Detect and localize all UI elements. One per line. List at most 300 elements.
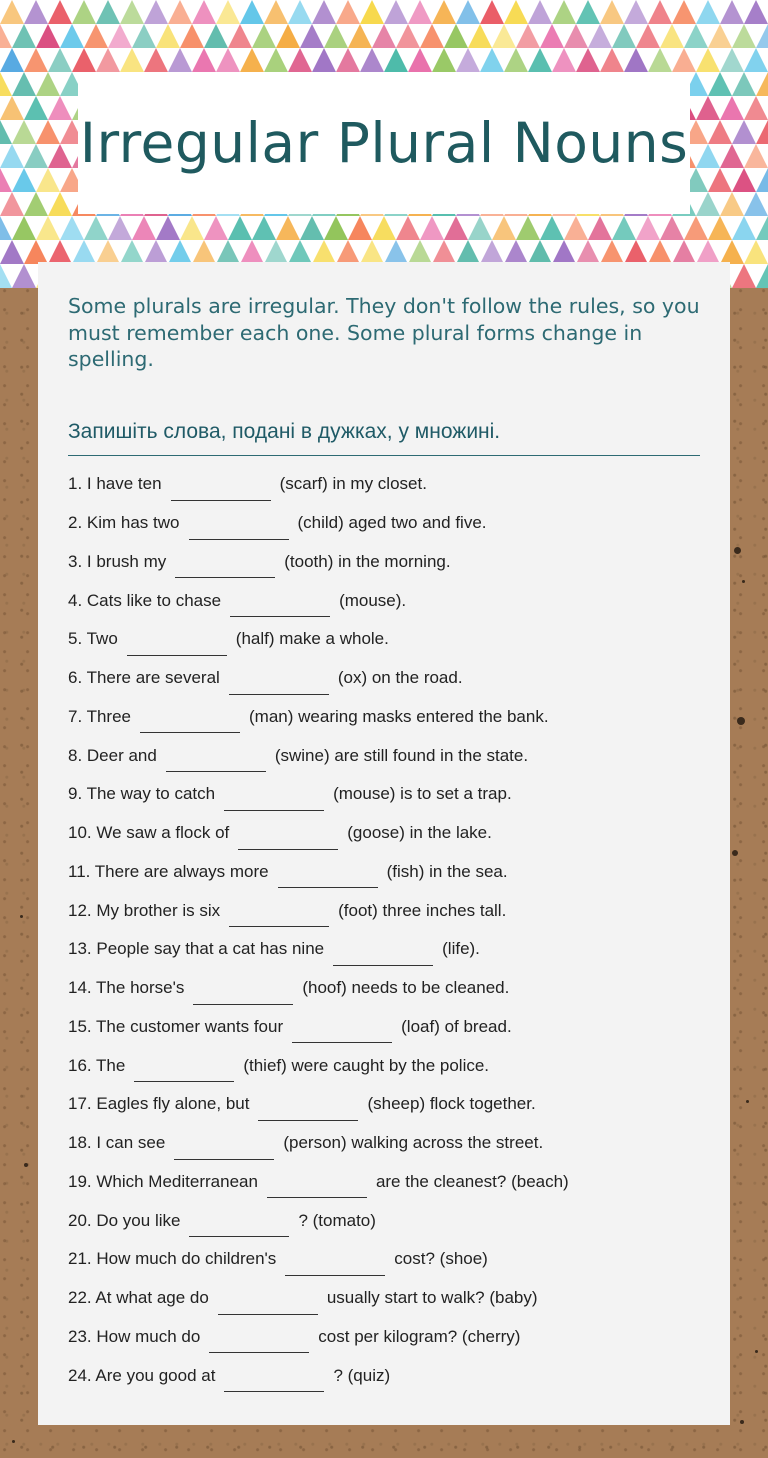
exercise-item (68, 1201, 708, 1240)
banner-triangle (12, 216, 36, 240)
banner-triangle (276, 24, 300, 48)
banner-triangle (504, 240, 528, 264)
banner-triangle (624, 48, 648, 72)
exercise-item (68, 891, 708, 930)
answer-blank[interactable] (229, 906, 329, 927)
banner-triangle (264, 0, 288, 24)
answer-blank[interactable] (134, 1061, 234, 1082)
item-hint: (goose) in the lake. (347, 823, 492, 843)
banner-triangle (696, 144, 720, 168)
item-prompt: 1. I have ten (68, 474, 162, 494)
banner-triangle (456, 240, 480, 264)
banner-triangle (132, 24, 156, 48)
banner-triangle (204, 216, 228, 240)
banner-triangle (168, 48, 192, 72)
banner-triangle (360, 240, 384, 264)
item-hint: (tooth) in the morning. (284, 551, 451, 571)
banner-triangle (492, 216, 516, 240)
banner-triangle (420, 24, 444, 48)
banner-triangle (288, 0, 312, 24)
intro-text: Some plurals are irregular. They don't follow the rules, so you must remember each one. Some plural forms change in spelling. (68, 294, 700, 371)
item-prompt: 2. Kim has two (68, 513, 180, 533)
item-prompt: 12. My brother is six (68, 900, 221, 920)
banner-triangle (696, 192, 720, 216)
banner-triangle (648, 0, 672, 24)
banner-triangle (324, 216, 348, 240)
banner-triangle (180, 24, 204, 48)
banner-triangle (480, 0, 504, 24)
banner-triangle (552, 48, 576, 72)
banner-triangle (396, 24, 420, 48)
item-hint: (person) walking across the street. (283, 1133, 544, 1153)
banner-triangle (288, 48, 312, 72)
banner-triangle (696, 96, 720, 120)
exercise-item (68, 1085, 708, 1124)
banner-triangle (468, 216, 492, 240)
banner-triangle (672, 240, 696, 264)
banner-triangle (96, 0, 120, 24)
banner-triangle (348, 216, 372, 240)
banner-triangle (756, 216, 768, 240)
banner-triangle (504, 48, 528, 72)
answer-blank[interactable] (224, 1371, 324, 1392)
banner-triangle (504, 0, 528, 24)
item-hint: (mouse) is to set a trap. (333, 784, 512, 804)
banner-triangle (732, 72, 756, 96)
banner-triangle (708, 216, 732, 240)
banner-triangle (756, 120, 768, 144)
banner-triangle (228, 24, 252, 48)
banner-triangle (0, 144, 24, 168)
page-title: Irregular Plural Nouns (79, 110, 689, 175)
banner-triangle (348, 24, 372, 48)
banner-triangle (156, 24, 180, 48)
banner-triangle (228, 216, 252, 240)
banner-triangle (60, 24, 84, 48)
banner-triangle (660, 24, 684, 48)
item-prompt: 21. How much do children's (68, 1249, 277, 1269)
banner-triangle (336, 48, 360, 72)
banner-triangle (0, 0, 24, 24)
item-hint: ? (tomato) (298, 1210, 376, 1230)
banner-triangle (744, 192, 768, 216)
banner-triangle (264, 240, 288, 264)
item-prompt: 8. Deer and (68, 745, 157, 765)
banner-triangle (708, 168, 732, 192)
banner-triangle (240, 240, 264, 264)
banner-triangle (588, 24, 612, 48)
banner-triangle (564, 216, 588, 240)
item-prompt: 7. Three (68, 706, 132, 726)
banner-triangle (108, 216, 132, 240)
answer-blank[interactable] (229, 674, 329, 695)
item-hint: (ox) on the road. (337, 668, 463, 688)
banner-triangle (0, 216, 12, 240)
banner-triangle (636, 24, 660, 48)
answer-blank[interactable] (166, 751, 266, 772)
banner-triangle (732, 264, 756, 288)
exercise-item (68, 620, 708, 659)
banner-triangle (108, 24, 132, 48)
banner-triangle (360, 48, 384, 72)
banner-triangle (168, 240, 192, 264)
banner-triangle (0, 72, 12, 96)
banner-triangle (684, 216, 708, 240)
banner-triangle (216, 0, 240, 24)
banner-triangle (84, 24, 108, 48)
answer-blank[interactable] (224, 790, 324, 811)
exercise-item (68, 1124, 708, 1163)
banner-triangle (552, 0, 576, 24)
banner-triangle (756, 264, 768, 288)
item-prompt: 11. There are always more (68, 861, 269, 881)
exercise-item (68, 543, 708, 582)
banner-triangle (192, 0, 216, 24)
banner-triangle (324, 24, 348, 48)
banner-triangle (12, 264, 36, 288)
banner-triangle (708, 120, 732, 144)
item-hint: (thief) were caught by the police. (243, 1055, 490, 1075)
item-hint: (hoof) needs to be cleaned. (302, 978, 510, 998)
exercise-item (68, 698, 708, 737)
banner-triangle (468, 24, 492, 48)
banner-triangle (660, 216, 684, 240)
banner-triangle (192, 240, 216, 264)
banner-triangle (684, 24, 708, 48)
banner-triangle (744, 240, 768, 264)
exercise-item (68, 814, 708, 853)
banner-triangle (372, 216, 396, 240)
banner-triangle (492, 24, 516, 48)
banner-triangle (528, 240, 552, 264)
banner-triangle (264, 48, 288, 72)
banner-triangle (432, 48, 456, 72)
item-hint: usually start to walk? (baby) (326, 1288, 538, 1308)
banner-triangle (48, 192, 72, 216)
banner-triangle (732, 120, 756, 144)
answer-blank[interactable] (333, 945, 433, 966)
answer-blank[interactable] (174, 1139, 274, 1160)
banner-triangle (600, 240, 624, 264)
banner-triangle (12, 72, 36, 96)
exercise-item (68, 581, 708, 620)
banner-triangle (336, 240, 360, 264)
item-prompt: 17. Eagles fly alone, but (68, 1094, 250, 1114)
exercise-item (68, 1318, 708, 1357)
banner-triangle (432, 0, 456, 24)
answer-blank[interactable] (238, 829, 338, 850)
item-hint: (loaf) of bread. (401, 1016, 512, 1036)
exercise-item (68, 465, 708, 504)
banner-triangle (24, 144, 48, 168)
banner-triangle (396, 216, 420, 240)
banner-triangle (720, 192, 744, 216)
exercise-item (68, 659, 708, 698)
item-hint: (life). (442, 939, 480, 959)
item-hint: (scarf) in my closet. (279, 474, 427, 494)
banner-triangle (48, 144, 72, 168)
banner-triangle (720, 240, 744, 264)
banner-triangle (696, 48, 720, 72)
banner-triangle (0, 120, 12, 144)
answer-blank[interactable] (209, 1332, 309, 1353)
banner-triangle (444, 24, 468, 48)
banner-triangle (732, 216, 756, 240)
banner-triangle (600, 48, 624, 72)
exercise-item (68, 504, 708, 543)
banner-triangle (216, 48, 240, 72)
banner-triangle (24, 192, 48, 216)
banner-triangle (96, 240, 120, 264)
banner-triangle (588, 216, 612, 240)
banner-triangle (240, 0, 264, 24)
item-hint: cost? (shoe) (394, 1249, 488, 1269)
banner-triangle (408, 240, 432, 264)
banner-triangle (564, 24, 588, 48)
title-box (78, 72, 690, 214)
answer-blank[interactable] (230, 596, 330, 617)
item-prompt: 9. The way to catch (68, 784, 216, 804)
banner-triangle (288, 240, 312, 264)
banner-triangle (12, 120, 36, 144)
banner-triangle (192, 48, 216, 72)
answer-blank[interactable] (189, 519, 289, 540)
banner-triangle (720, 144, 744, 168)
banner-triangle (744, 0, 768, 24)
banner-triangle (312, 48, 336, 72)
banner-triangle (732, 168, 756, 192)
banner-triangle (744, 96, 768, 120)
item-prompt: 13. People say that a cat has nine (68, 939, 325, 959)
banner-triangle (0, 48, 24, 72)
banner-triangle (36, 120, 60, 144)
banner-triangle (720, 48, 744, 72)
banner-triangle (576, 48, 600, 72)
item-hint: (man) wearing masks entered the bank. (249, 706, 549, 726)
banner-triangle (612, 216, 636, 240)
item-prompt: 16. The (68, 1055, 126, 1075)
banner-triangle (0, 192, 24, 216)
item-prompt: 24. Are you good at (68, 1365, 216, 1385)
worksheet (38, 262, 730, 1425)
answer-blank[interactable] (175, 557, 275, 578)
banner-triangle (72, 48, 96, 72)
banner-triangle (144, 0, 168, 24)
banner-triangle (0, 24, 12, 48)
item-prompt: 23. How much do (68, 1326, 201, 1346)
banner-triangle (444, 216, 468, 240)
item-prompt: 20. Do you like (68, 1210, 181, 1230)
banner-triangle (408, 0, 432, 24)
banner-triangle (12, 24, 36, 48)
banner-triangle (204, 24, 228, 48)
banner-triangle (168, 0, 192, 24)
banner-triangle (516, 216, 540, 240)
banner-triangle (516, 24, 540, 48)
item-hint: (mouse). (339, 590, 407, 610)
banner-triangle (528, 48, 552, 72)
answer-blank[interactable] (285, 1255, 385, 1276)
item-prompt: 15. The customer wants four (68, 1016, 284, 1036)
banner-triangle (276, 216, 300, 240)
banner-triangle (408, 48, 432, 72)
answer-blank[interactable] (127, 635, 227, 656)
item-hint: (child) aged two and five. (297, 513, 487, 533)
banner-triangle (384, 0, 408, 24)
instruction-text: Запишіть слова, подані в дужках, у множині. (68, 420, 501, 443)
banner-triangle (36, 72, 60, 96)
item-hint: (half) make a whole. (235, 629, 389, 649)
banner-triangle (156, 216, 180, 240)
answer-blank[interactable] (258, 1100, 358, 1121)
banner-triangle (180, 216, 204, 240)
banner-triangle (36, 216, 60, 240)
banner-triangle (552, 240, 576, 264)
banner-triangle (312, 0, 336, 24)
exercise-item (68, 1356, 708, 1395)
banner-triangle (624, 0, 648, 24)
banner-triangle (60, 216, 84, 240)
banner-triangle (576, 0, 600, 24)
banner-triangle (648, 48, 672, 72)
banner-triangle (756, 168, 768, 192)
banner-triangle (720, 0, 744, 24)
banner-triangle (708, 24, 732, 48)
answer-blank[interactable] (171, 480, 271, 501)
banner-triangle (360, 0, 384, 24)
banner-triangle (24, 0, 48, 24)
banner-triangle (240, 48, 264, 72)
item-prompt: 18. I can see (68, 1133, 166, 1153)
banner-triangle (672, 0, 696, 24)
banner-triangle (456, 0, 480, 24)
exercise-item (68, 775, 708, 814)
banner-triangle (0, 264, 12, 288)
banner-triangle (672, 48, 696, 72)
banner-triangle (420, 216, 444, 240)
exercise-item (68, 736, 708, 775)
banner-triangle (96, 48, 120, 72)
item-hint: (foot) three inches tall. (338, 900, 507, 920)
item-prompt: 6. There are several (68, 668, 220, 688)
answer-blank[interactable] (140, 712, 240, 733)
banner-triangle (432, 240, 456, 264)
banner-triangle (372, 24, 396, 48)
exercise-item (68, 853, 708, 892)
banner-triangle (624, 240, 648, 264)
banner-triangle (24, 48, 48, 72)
banner-triangle (336, 0, 360, 24)
banner-triangle (480, 240, 504, 264)
banner-triangle (48, 48, 72, 72)
banner-triangle (0, 96, 24, 120)
item-prompt: 22. At what age do (68, 1288, 209, 1308)
exercise-item (68, 930, 708, 969)
banner-triangle (72, 0, 96, 24)
item-prompt: 10. We saw a flock of (68, 823, 230, 843)
item-prompt: 14. The horse's (68, 978, 185, 998)
banner-triangle (540, 216, 564, 240)
exercise-item (68, 969, 708, 1008)
banner-triangle (600, 0, 624, 24)
exercise-item (68, 1046, 708, 1085)
banner-triangle (312, 240, 336, 264)
answer-blank[interactable] (193, 984, 293, 1005)
banner-triangle (144, 240, 168, 264)
exercise-list (68, 465, 708, 1395)
banner-triangle (48, 96, 72, 120)
banner-triangle (72, 240, 96, 264)
banner-triangle (84, 216, 108, 240)
banner-triangle (12, 168, 36, 192)
banner-triangle (300, 24, 324, 48)
exercise-item (68, 1163, 708, 1202)
banner-triangle (252, 216, 276, 240)
item-hint: (sheep) flock together. (367, 1094, 536, 1114)
exercise-item (68, 1279, 708, 1318)
banner-triangle (24, 96, 48, 120)
banner-triangle (744, 48, 768, 72)
banner-triangle (24, 240, 48, 264)
item-prompt: 3. I brush my (68, 551, 167, 571)
banner-triangle (756, 24, 768, 48)
item-prompt: 5. Two (68, 629, 118, 649)
banner-triangle (696, 0, 720, 24)
banner-triangle (528, 0, 552, 24)
banner-triangle (120, 0, 144, 24)
banner-triangle (576, 240, 600, 264)
exercise-item (68, 1240, 708, 1279)
banner-triangle (144, 48, 168, 72)
banner-triangle (384, 240, 408, 264)
banner-triangle (216, 240, 240, 264)
item-prompt: 19. Which Mediterranean (68, 1171, 258, 1191)
banner-triangle (732, 24, 756, 48)
banner-triangle (252, 24, 276, 48)
banner-triangle (540, 24, 564, 48)
banner-triangle (456, 48, 480, 72)
answer-blank[interactable] (218, 1294, 318, 1315)
banner-triangle (48, 240, 72, 264)
exercise-item (68, 1008, 708, 1047)
item-hint: (swine) are still found in the state. (274, 745, 529, 765)
item-hint: cost per kilogram? (cherry) (318, 1326, 521, 1346)
banner-triangle (0, 168, 12, 192)
banner-triangle (720, 96, 744, 120)
banner-triangle (132, 216, 156, 240)
answer-blank[interactable] (267, 1177, 367, 1198)
banner-triangle (708, 72, 732, 96)
banner-triangle (696, 240, 720, 264)
banner-triangle (636, 216, 660, 240)
banner-triangle (384, 48, 408, 72)
banner-triangle (300, 216, 324, 240)
banner-triangle (36, 168, 60, 192)
banner-triangle (612, 24, 636, 48)
item-hint: (fish) in the sea. (386, 861, 508, 881)
answer-blank[interactable] (278, 867, 378, 888)
banner-triangle (120, 48, 144, 72)
banner-triangle (744, 144, 768, 168)
answer-blank[interactable] (189, 1216, 289, 1237)
banner-triangle (36, 24, 60, 48)
banner-triangle (648, 240, 672, 264)
answer-blank[interactable] (292, 1022, 392, 1043)
banner-triangle (120, 240, 144, 264)
banner-triangle (480, 48, 504, 72)
banner-triangle (48, 0, 72, 24)
banner-triangle (756, 72, 768, 96)
